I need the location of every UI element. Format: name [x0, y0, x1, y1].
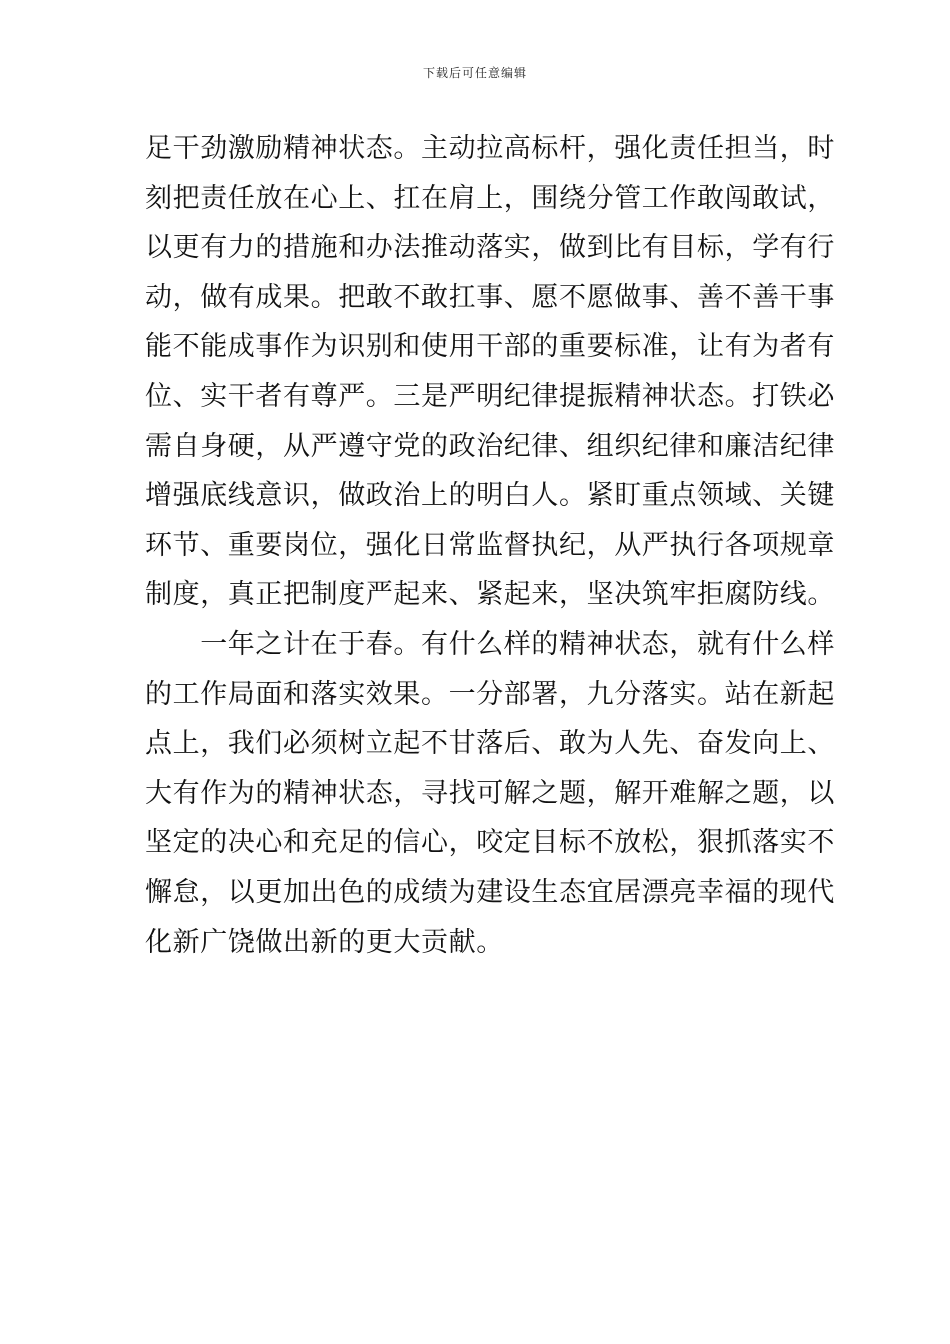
text-line: 动，做有成果。把敢不敢扛事、愿不愿做事、善不善干事 — [145, 281, 835, 313]
text-line: 刻把责任放在心上、扛在肩上，围绕分管工作敢闯敢试， — [145, 182, 835, 214]
text-line: 化新广饶做出新的更大贡献。 — [145, 926, 504, 958]
text-line: 增强底线意识，做政治上的明白人。紧盯重点领域、关键 — [145, 480, 835, 512]
text-line: 大有作为的精神状态，寻找可解之题，解开难解之题，以 — [145, 777, 835, 809]
document-body — [145, 124, 835, 967]
paragraph-start-line: 一年之计在于春。有什么样的精神状态，就有什么样 — [145, 628, 835, 660]
text-line: 需自身硬，从严遵守党的政治纪律、组织纪律和廉洁纪律 — [145, 430, 835, 462]
text-line: 制度，真正把制度严起来、紧起来，坚决筑牢拒腐防线。 — [145, 579, 835, 611]
text-line: 足干劲激励精神状态。主动拉高标杆，强化责任担当，时 — [145, 133, 835, 164]
text-line: 环节、重要岗位，强化日常监督执纪，从严执行各项规章 — [145, 529, 835, 561]
text-line: 的工作局面和落实效果。一分部署，九分落实。站在新起 — [145, 678, 835, 710]
text-line: 点上，我们必须树立起不甘落后、敢为人先、奋发向上、 — [145, 728, 835, 760]
text-line: 能不能成事作为识别和使用干部的重要标准，让有为者有 — [145, 331, 835, 363]
text-line: 位、实干者有尊严。三是严明纪律提振精神状态。打铁必 — [145, 380, 835, 412]
text-line: 坚定的决心和充足的信心，咬定目标不放松，狠抓落实不 — [145, 827, 835, 859]
page-header: 下载后可任意编辑 — [422, 66, 527, 80]
text-line: 以更有力的措施和办法推动落实，做到比有目标，学有行 — [145, 232, 835, 264]
text-line: 懈怠，以更加出色的成绩为建设生态宜居漂亮幸福的现代 — [145, 876, 835, 908]
